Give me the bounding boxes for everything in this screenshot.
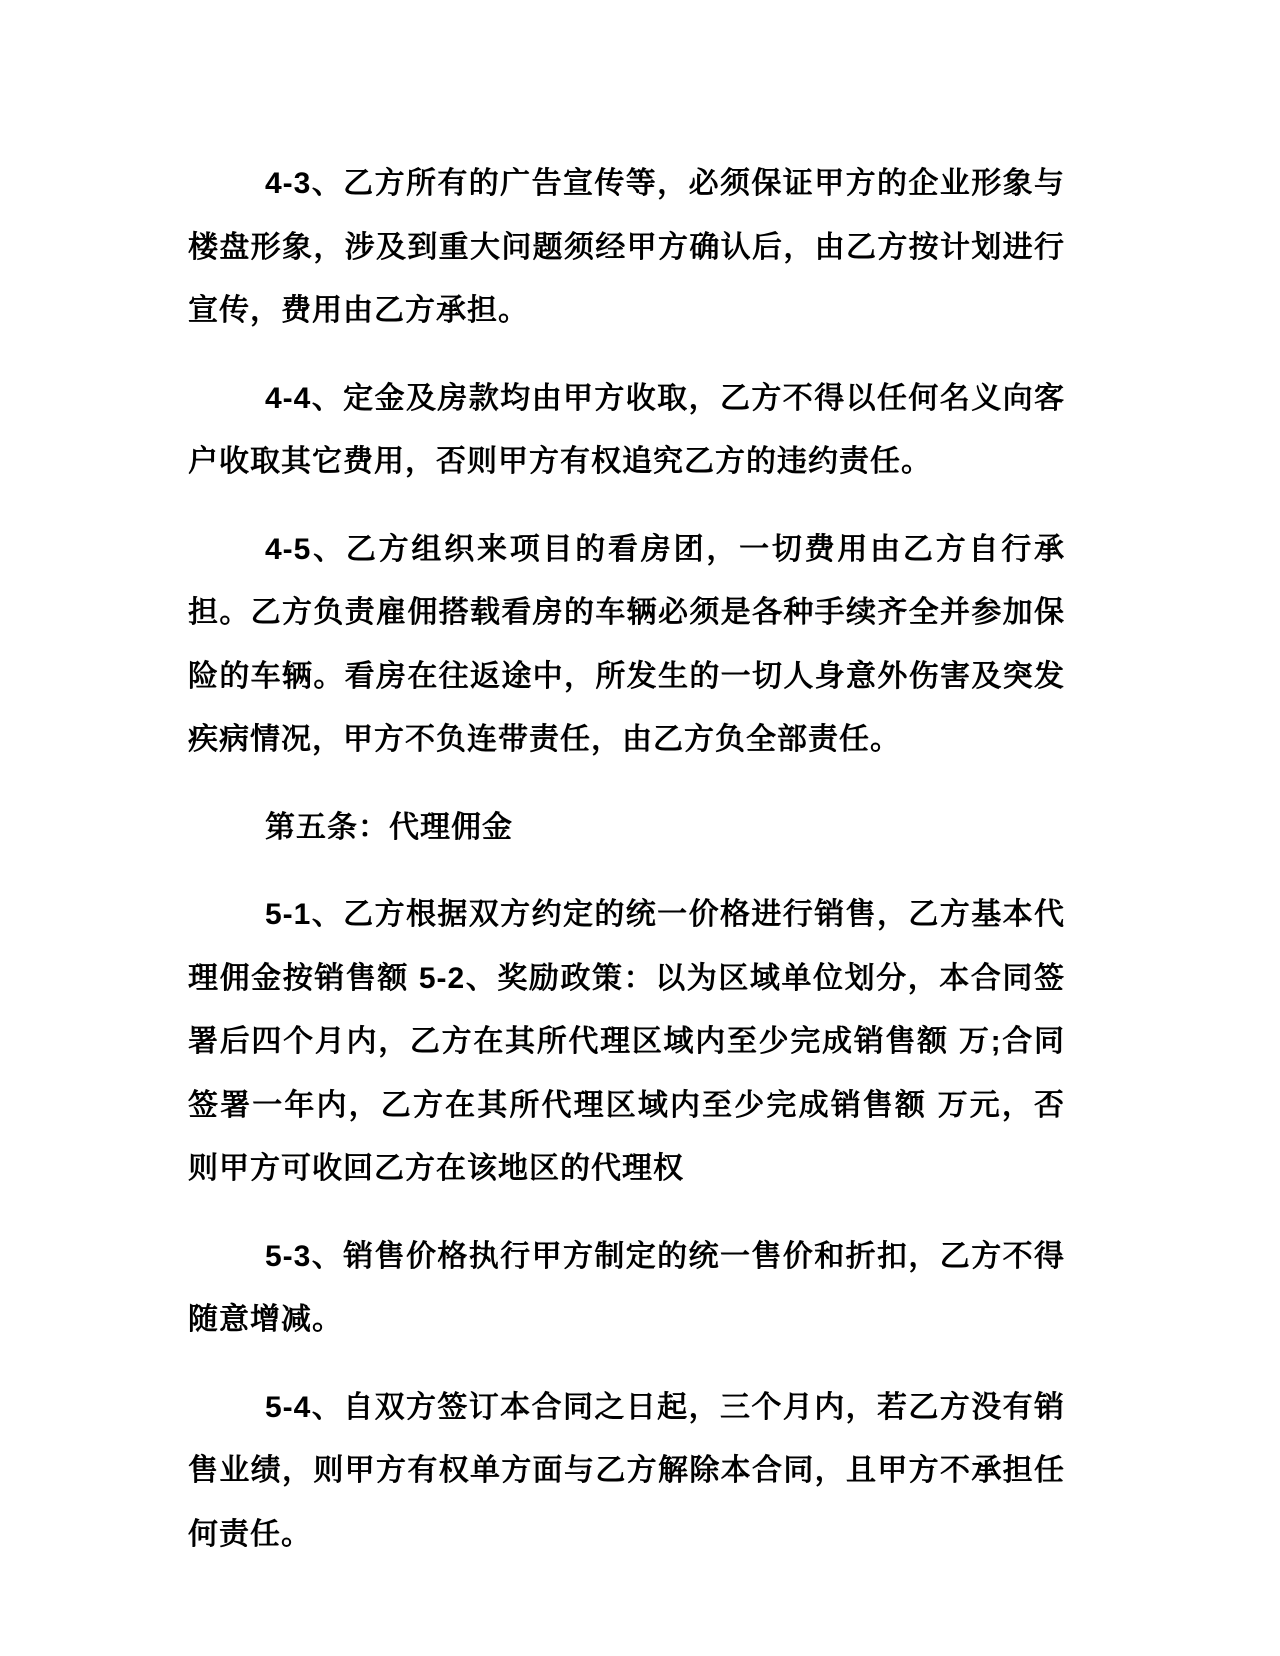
section-heading-article-5: 第五条：代理佣金: [265, 810, 513, 844]
contract-clause-5-4: 5-4、自双方签订本合同之日起，三个月内，若乙方没有销售业绩，则甲方有权单方面与乙方解除本合同，且甲方不承担任何责任。: [188, 1390, 1065, 1551]
contract-clause-4-5: 4-5、乙方组织来项目的看房团，一切费用由乙方自行承担。乙方负责雇佣搭载看房的车辆必须是各种手续齐全并参加保险的车辆。看房在往返途中，所发生的一切人身意外伤害及突发疾病情况，甲方不负连带责任，由乙方负全部责任。: [188, 532, 1065, 756]
contract-clause-4-4: 4-4、定金及房款均由甲方收取，乙方不得以任何名义向客户收取其它费用，否则甲方有权追究乙方的违约责任。: [188, 381, 1065, 478]
contract-clause-5-1-5-2: 5-1、乙方根据双方约定的统一价格进行销售，乙方基本代理佣金按销售额 5-2、奖励政策：以为区域单位划分，本合同签署后四个月内，乙方在其所代理区域内至少完成销售额 万;合同签署一年内，乙方在其所代理区域内至少完成销售额 万元，否则甲方可收回乙方在该地区的代理权: [188, 898, 1065, 1185]
contract-clause-5-3: 5-3、销售价格执行甲方制定的统一售价和折扣，乙方不得随意增减。: [188, 1239, 1065, 1336]
contract-clause-4-3: 4-3、乙方所有的广告宣传等，必须保证甲方的企业形象与楼盘形象，涉及到重大问题须经甲方确认后，由乙方按计划进行宣传，费用由乙方承担。: [188, 167, 1065, 327]
